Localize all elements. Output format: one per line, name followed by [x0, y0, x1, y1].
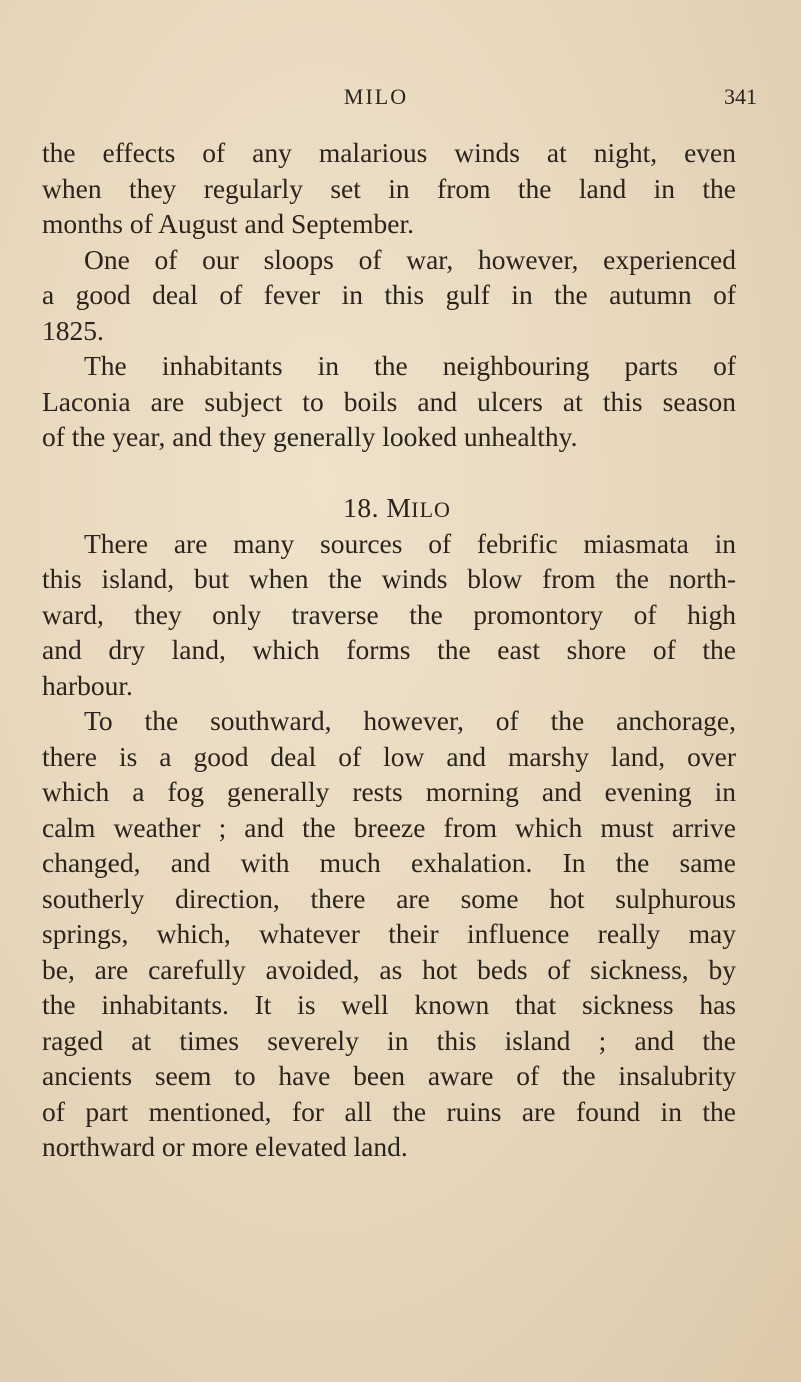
text-line: when they regularly set in from the land in the	[42, 172, 736, 204]
running-head	[0, 84, 801, 114]
text-line: 1825.	[42, 314, 104, 346]
text-line: springs, which, whatever their influence really may	[42, 918, 736, 949]
text-line: The inhabitants in the neighbouring parts of	[84, 350, 736, 381]
text-line: which a fog generally rests morning and evening in	[42, 776, 736, 807]
text-line: Laconia are subject to boils and ulcers at this season	[42, 385, 736, 417]
text-line: of the year, and they generally looked unhealthy.	[42, 421, 578, 452]
text-line: harbour.	[42, 669, 133, 701]
text-line: the effects of any malarious winds at night, even	[42, 137, 736, 168]
body-text	[42, 135, 736, 1165]
text-line: of part mentioned, for all the ruins are found in the	[42, 1095, 736, 1127]
text-line: raged at times severely in this island ; and the	[42, 1024, 736, 1056]
text-line: this island, but when the winds blow from the north-	[42, 563, 736, 594]
text-line: northward or more elevated land.	[42, 1131, 408, 1162]
text-line: the inhabitants. It is well known that sickness has	[42, 989, 736, 1020]
section-title-initial: M	[386, 492, 412, 523]
section-number: 18.	[343, 492, 379, 523]
text-line: To the southward, however, of the anchorage,	[84, 705, 736, 736]
text-line: One of our sloops of war, however, experienced	[84, 243, 736, 275]
section-title-rest: ILO	[411, 497, 451, 522]
text-line: ward, they only traverse the promontory of high	[42, 598, 736, 630]
text-line: There are many sources of febrific miasmata in	[84, 527, 736, 559]
text-line: ancients seem to have been aware of the insalubrity	[42, 1060, 736, 1091]
section-heading	[42, 490, 736, 526]
text-line: a good deal of fever in this gulf in the autumn of	[42, 279, 736, 310]
text-line: southerly direction, there are some hot sulphurous	[42, 882, 736, 914]
text-line: months of August and September.	[42, 208, 414, 239]
text-line: there is a good deal of low and marshy land, over	[42, 740, 736, 772]
running-title: MILO	[343, 84, 409, 109]
text-line: calm weather ; and the breeze from which must arrive	[42, 811, 736, 843]
text-line: and dry land, which forms the east shore of the	[42, 634, 736, 665]
spacer	[42, 455, 736, 491]
text-line: be, are carefully avoided, as hot beds of sickness, by	[42, 953, 736, 985]
page-number: 341	[724, 84, 757, 109]
text-line: changed, and with much exhalation. In the same	[42, 847, 736, 878]
